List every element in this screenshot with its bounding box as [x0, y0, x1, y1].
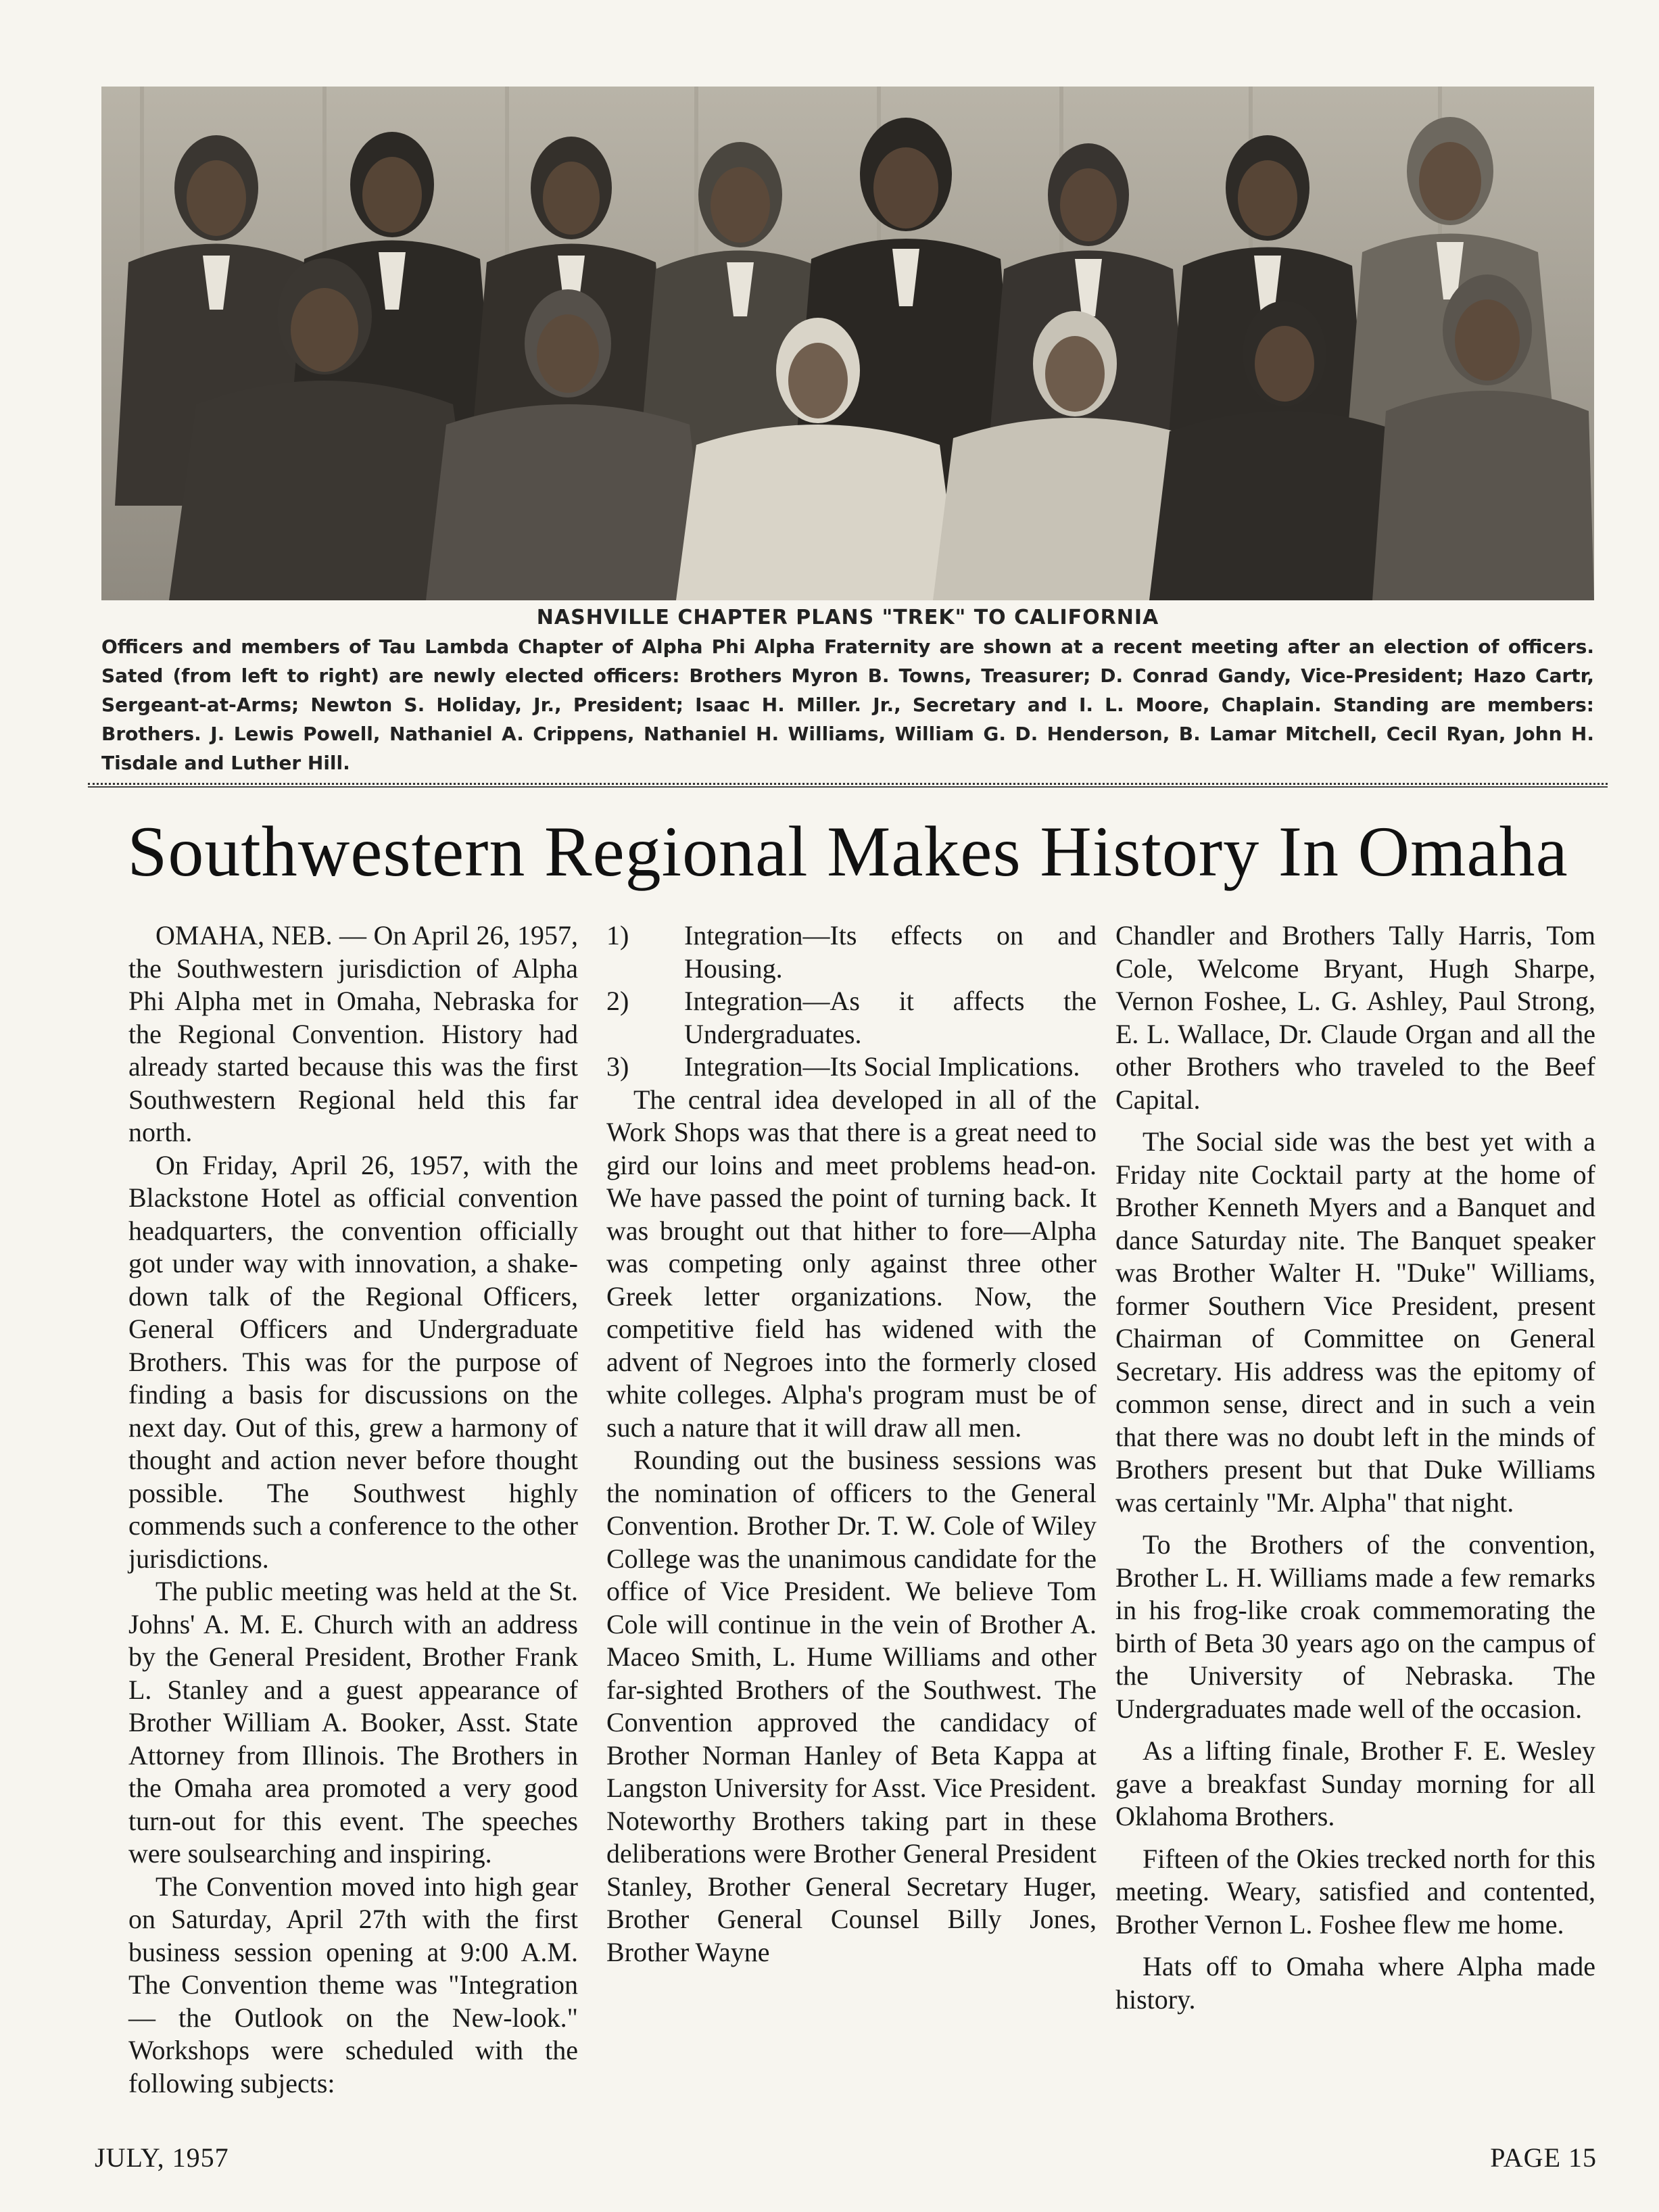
paragraph: Chandler and Brothers Tally Harris, Tom Cole, Welcome Bryant, Hugh Sharpe, Vernon Foshee, L. G. Ashley, Paul Strong, E. L. Wallace, Dr. Claude Organ and all the other Brothers who traveled to the Beef Capital. [1115, 920, 1595, 1115]
group-photo [101, 87, 1594, 600]
paragraph: The public meeting was held at the St. Johns' A. M. E. Church with an address by the General President, Brother Frank L. Stanley and a guest appearance of Brother William A. Booker, Asst. State Attorney from Illinois. The Brothers in the Omaha area promoted a very good turn-out for this event. The speeches were soulsearching and inspiring. [128, 1576, 578, 1869]
list-item [606, 985, 1097, 1051]
paragraph: To the Brothers of the convention, Brother L. H. Williams made a few remarks in his frog-like croak commemorating the birth of Beta 30 years ago on the campus of the University of Nebraska. The Undergraduates made well of the occasion. [1115, 1529, 1595, 1724]
list-number: 1) [606, 920, 629, 951]
list-text: Integration—Its Social Implications. [684, 1051, 1080, 1082]
paragraph: Hats off to Omaha where Alpha made history. [1115, 1951, 1595, 2015]
caption-text: Officers and members of Tau Lambda Chapter of Alpha Phi Alpha Fraternity are shown at a recent meeting after an election of officers. Sated (from left to right) are newly elected officers: Brothers Myron B. Towns, Treasurer; D. Conrad Gandy, Vice-President; Hazo Cartr, Sergeant-at-Arms; Newton S. Holiday, Jr., President; Isaac H. Miller. Jr., Secretary and I. L. Moore, Chaplain. Standing are members: Brothers. J. Lewis Powell, Nathaniel A. Crippens, Nathaniel H. Williams, William G. D. Henderson, B. Lamar Mitchell, Cecil Ryan, John H. Tisdale and Luther Hill. [101, 635, 1594, 774]
divider-line [88, 786, 1608, 788]
dotted-divider [88, 783, 1608, 785]
article-column-2 [606, 919, 1097, 1969]
article-column-1 [128, 919, 578, 2100]
workshop-list [606, 919, 1097, 1084]
article-column-3 [1115, 919, 1595, 2016]
caption-title: NASHVILLE CHAPTER PLANS "TREK" TO CALIFORNIA [536, 606, 1159, 629]
paragraph: The Social side was the best yet with a Friday nite Cocktail party at the home of Brother Kenneth Myers and a Banquet and dance Saturday nite. The Banquet speaker was Brother Walter H. "Duke" Williams, former Southern Vice President, present Chairman of Committee on General Secretary. His address was the epitomy of common sense, direct and in such a vein that there was no doubt left in the minds of Brothers present but that Duke Williams was certainly "Mr. Alpha" that night. [1115, 1126, 1595, 1518]
paragraph: On Friday, April 26, 1957, with the Blackstone Hotel as official convention headquarters, the convention officially got under way with innovation, a shake-down talk of the Regional Officers, General Officers and Undergraduate Brothers. This was for the purpose of finding a basis for discussions on the next day. Out of this, grew a harmony of thought and action never before thought possible. The Southwest highly commends such a conference to the other jurisdictions. [128, 1149, 578, 1574]
group-photo-image [101, 87, 1594, 600]
paragraph: Fifteen of the Okies trecked north for this meeting. Weary, satisfied and contented, Brother Vernon L. Foshee flew me home. [1115, 1843, 1595, 1940]
list-text: Integration—Its effects on and Housing. [684, 920, 1097, 984]
list-item [606, 919, 1097, 985]
paragraph: The Convention moved into high gear on Saturday, April 27th with the first business session opening at 9:00 A.M. The Convention theme was "Integration — the Outlook on the New-look." Workshops were scheduled with the following subjects: [128, 1871, 578, 2098]
photo-caption [101, 603, 1594, 777]
list-number: 3) [606, 1051, 629, 1082]
article-headline: Southwestern Regional Makes History In Omaha [127, 812, 1568, 891]
paragraph: Rounding out the business sessions was the nomination of officers to the General Convention. Brother Dr. T. W. Cole of Wiley College was the unanimous candidate for the office of Vice President. We believe Tom Cole will continue in the vein of Brother A. Maceo Smith, L. Hume Williams and other far-sighted Brothers of the Southwest. The Convention approved the candidacy of Brother Norman Hanley of Beta Kappa at Langston University for Asst. Vice President. Noteworthy Brothers taking part in these deliberations were Brother General President Stanley, Brother General Secretary Huger, Brother General Counsel Billy Jones, Brother Wayne [606, 1445, 1097, 1967]
paragraph: OMAHA, NEB. — On April 26, 1957, the Southwestern jurisdiction of Alpha Phi Alpha met in Omaha, Nebraska for the Regional Convention. History had already started because this was the first Southwestern Regional held this far north. [128, 920, 578, 1147]
paragraph: As a lifting finale, Brother F. E. Wesley gave a breakfast Sunday morning for all Oklahoma Brothers. [1115, 1735, 1595, 1831]
footer-page-number: PAGE 15 [1490, 2142, 1597, 2173]
list-item [606, 1051, 1097, 1084]
paragraph: The central idea developed in all of the Work Shops was that there is a great need to gird our loins and meet problems head-on. We have passed the point of turning back. It was brought out that hither to fore—Alpha was competing only against three other Greek letter organizations. Now, the competitive field has widened with the advent of Negroes into the formerly closed white colleges. Alpha's program must be of such a nature that it will draw all men. [606, 1084, 1097, 1443]
footer-date: JULY, 1957 [95, 2142, 229, 2173]
list-text: Integration—As it affects the Undergraduates. [684, 986, 1097, 1049]
list-number: 2) [606, 986, 629, 1016]
